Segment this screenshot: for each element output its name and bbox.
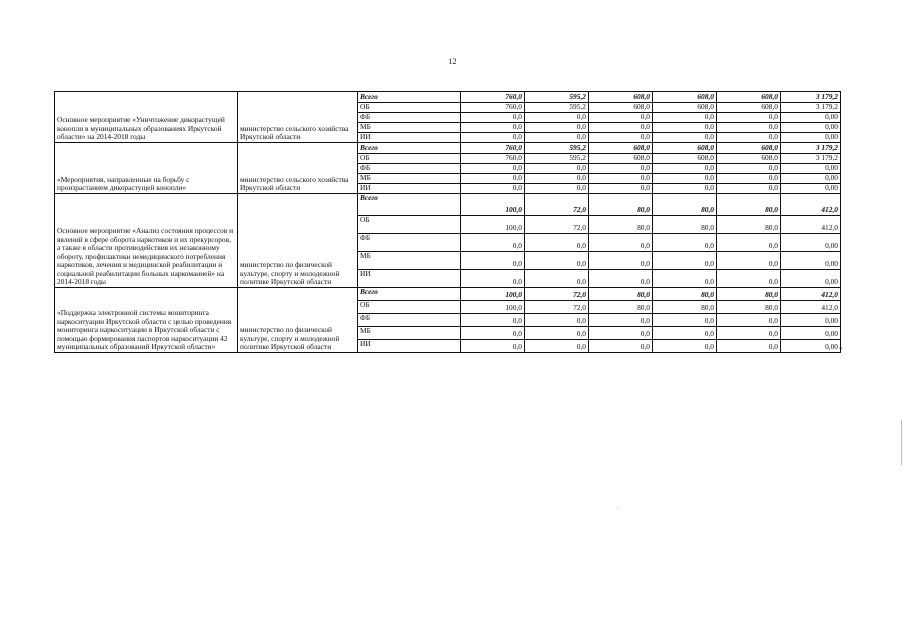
amount-cell: 608,0 xyxy=(589,103,653,113)
amount-cell: 72,0 xyxy=(525,301,589,314)
amount-cell: 80,0 xyxy=(653,216,717,234)
amount-cell: 595,2 xyxy=(525,143,589,154)
funding-source-cell: ИИ xyxy=(358,184,461,194)
amount-cell: 80,0 xyxy=(589,301,653,314)
amount-cell: 100,0 xyxy=(461,288,525,301)
amount-cell: 0,0 xyxy=(653,113,717,123)
amount-cell: 0,00 xyxy=(781,174,841,184)
amount-cell: 0,00 xyxy=(781,164,841,174)
amount-cell: 595,2 xyxy=(525,103,589,113)
amount-cell: 0,00 xyxy=(781,133,841,143)
funding-source-cell: ФБ xyxy=(358,113,461,123)
funding-source-cell: ОБ xyxy=(358,103,461,113)
amount-cell: 0,0 xyxy=(589,184,653,194)
amount-cell: 412,0 xyxy=(781,288,841,301)
amount-cell: 0,0 xyxy=(525,133,589,143)
amount-cell: 608,0 xyxy=(589,143,653,154)
funding-source-cell: ФБ xyxy=(358,234,461,252)
amount-cell: 0,0 xyxy=(525,234,589,252)
amount-cell: 760,0 xyxy=(461,103,525,113)
amount-cell: 0,0 xyxy=(461,327,525,340)
funding-source-cell: Всего xyxy=(358,143,461,154)
funding-source-cell: ОБ xyxy=(358,301,461,314)
funding-source-cell: Всего xyxy=(358,288,461,301)
amount-cell: 0,0 xyxy=(461,174,525,184)
amount-cell: 608,0 xyxy=(653,143,717,154)
amount-cell: 80,0 xyxy=(653,288,717,301)
amount-cell: 0,0 xyxy=(653,252,717,270)
event-name-cell: Основное мероприятие «Уничтожение дикорастущей конопли в муниципальных образованиях Иркутской области» на 2014-2018 годы xyxy=(55,92,238,143)
amount-cell: 0,00 xyxy=(781,113,841,123)
amount-cell: 0,0 xyxy=(717,270,781,288)
amount-cell: 100,0 xyxy=(461,216,525,234)
amount-cell: 608,0 xyxy=(589,92,653,103)
amount-cell: 0,0 xyxy=(653,174,717,184)
funding-source-cell: ОБ xyxy=(358,216,461,234)
amount-cell: 0,0 xyxy=(589,327,653,340)
amount-cell: 0,0 xyxy=(461,340,525,353)
amount-cell: 0,0 xyxy=(589,123,653,133)
amount-cell: 0,0 xyxy=(525,184,589,194)
amount-cell: 0,0 xyxy=(461,234,525,252)
amount-cell: 3 179,2 xyxy=(781,143,841,154)
event-name-cell: «Поддержка электронной системы мониторинга наркоситуации Иркутской области с целью проведения мониторинга наркоситуации в Иркутской области с помощью формирования паспортов наркоситуации 42 муниципальных образований Иркутской области» xyxy=(55,288,238,353)
amount-cell: 0,0 xyxy=(525,164,589,174)
amount-cell: 0,00 xyxy=(781,270,841,288)
amount-cell: 0,00 xyxy=(781,327,841,340)
amount-cell: 80,0 xyxy=(717,288,781,301)
amount-cell: 72,0 xyxy=(525,288,589,301)
amount-cell: 608,0 xyxy=(653,103,717,113)
amount-cell: 0,0 xyxy=(525,270,589,288)
table-row xyxy=(55,194,841,216)
amount-cell: 0,00 xyxy=(781,340,841,353)
amount-cell: 0,0 xyxy=(461,133,525,143)
amount-cell: 0,0 xyxy=(653,133,717,143)
amount-cell: 0,0 xyxy=(717,123,781,133)
amount-cell: 0,0 xyxy=(653,327,717,340)
amount-cell: 0,0 xyxy=(461,113,525,123)
amount-cell: 0,00 xyxy=(781,252,841,270)
amount-cell: 595,2 xyxy=(525,92,589,103)
funding-source-cell: ИИ xyxy=(358,340,461,353)
executor-cell: министерство сельского хозяйства Иркутской области xyxy=(238,143,358,194)
funding-source-cell: ФБ xyxy=(358,164,461,174)
amount-cell: 0,0 xyxy=(589,270,653,288)
amount-cell: 0,0 xyxy=(589,234,653,252)
funding-source-cell: ИИ xyxy=(358,133,461,143)
executor-cell: министерство сельского хозяйства Иркутской области xyxy=(238,92,358,143)
amount-cell: 0,0 xyxy=(525,252,589,270)
amount-cell: 0,0 xyxy=(461,123,525,133)
amount-cell: 608,0 xyxy=(717,92,781,103)
amount-cell: 608,0 xyxy=(717,154,781,164)
amount-cell: 608,0 xyxy=(589,154,653,164)
executor-cell: министерство по физической культуре, спорту и молодежной политике Иркутской области xyxy=(238,194,358,288)
amount-cell: 3 179,2 xyxy=(781,154,841,164)
scan-speck xyxy=(617,507,618,508)
amount-cell: 0,0 xyxy=(461,164,525,174)
amount-cell: 0,0 xyxy=(461,270,525,288)
amount-cell: 0,0 xyxy=(653,340,717,353)
table-row xyxy=(55,143,841,154)
funding-source-cell: МБ xyxy=(358,327,461,340)
amount-cell: 0,0 xyxy=(653,234,717,252)
amount-cell: 0,0 xyxy=(653,270,717,288)
scan-edge-mark xyxy=(901,420,902,465)
amount-cell: 0,0 xyxy=(653,164,717,174)
amount-cell: 0,0 xyxy=(653,314,717,327)
amount-cell: 608,0 xyxy=(717,143,781,154)
amount-cell: 0,00 xyxy=(781,184,841,194)
amount-cell: 0,0 xyxy=(653,123,717,133)
amount-cell: 0,00 xyxy=(781,234,841,252)
amount-cell: 80,0 xyxy=(717,216,781,234)
amount-cell: 80,0 xyxy=(717,194,781,216)
amount-cell: 0,0 xyxy=(717,327,781,340)
table-row xyxy=(55,92,841,103)
amount-cell: 80,0 xyxy=(589,194,653,216)
budget-table xyxy=(54,91,841,353)
amount-cell: 412,0 xyxy=(781,194,841,216)
amount-cell: 0,0 xyxy=(589,174,653,184)
amount-cell: 3 179,2 xyxy=(781,103,841,113)
event-name-cell: «Мероприятия, направленные на борьбу с произрастанием дикорастущей конопли» xyxy=(55,143,238,194)
amount-cell: 0,0 xyxy=(717,252,781,270)
amount-cell: 0,0 xyxy=(717,164,781,174)
amount-cell: 72,0 xyxy=(525,216,589,234)
amount-cell: 0,0 xyxy=(589,164,653,174)
amount-cell: 0,0 xyxy=(461,252,525,270)
amount-cell: 760,0 xyxy=(461,143,525,154)
funding-source-cell: МБ xyxy=(358,123,461,133)
amount-cell: 0,0 xyxy=(525,314,589,327)
amount-cell: 80,0 xyxy=(589,288,653,301)
amount-cell: 0,0 xyxy=(717,314,781,327)
amount-cell: 100,0 xyxy=(461,301,525,314)
funding-source-cell: ОБ xyxy=(358,154,461,164)
amount-cell: 608,0 xyxy=(653,154,717,164)
page-number: 12 xyxy=(448,57,457,66)
amount-cell: 0,0 xyxy=(525,340,589,353)
amount-cell: 0,0 xyxy=(653,184,717,194)
amount-cell: 80,0 xyxy=(653,301,717,314)
amount-cell: 0,0 xyxy=(717,184,781,194)
amount-cell: 595,2 xyxy=(525,154,589,164)
amount-cell: 72,0 xyxy=(525,194,589,216)
funding-source-cell: МБ xyxy=(358,174,461,184)
budget-table-body xyxy=(55,92,841,353)
amount-cell: 80,0 xyxy=(653,194,717,216)
funding-source-cell: МБ xyxy=(358,252,461,270)
amount-cell: 0,0 xyxy=(717,174,781,184)
amount-cell: 80,0 xyxy=(717,301,781,314)
amount-cell: 0,0 xyxy=(461,184,525,194)
amount-cell: 0,0 xyxy=(525,113,589,123)
amount-cell: 0,0 xyxy=(589,314,653,327)
executor-cell: министерство по физической культуре, спорту и молодежной политике Иркутской области xyxy=(238,288,358,353)
amount-cell: 0,00 xyxy=(781,123,841,133)
amount-cell: 0,0 xyxy=(589,113,653,123)
amount-cell: 412,0 xyxy=(781,216,841,234)
amount-cell: 0,0 xyxy=(717,340,781,353)
amount-cell: 0,0 xyxy=(589,252,653,270)
amount-cell: 0,0 xyxy=(717,234,781,252)
amount-cell: 608,0 xyxy=(653,92,717,103)
amount-cell: 0,00 xyxy=(781,314,841,327)
amount-cell: 3 179,2 xyxy=(781,92,841,103)
event-name-cell: Основное мероприятие «Анализ состояния процессов и явлений в сфере оборота наркотиков и их прекурсоров, а также в области противодействия их незаконному обороту, профилактики немедицинского потребления наркотиков, лечения и медицинской реабилитации и социальной реабилитации больных наркоманией» на 2014-2018 годы xyxy=(55,194,238,288)
amount-cell: 0,0 xyxy=(461,314,525,327)
amount-cell: 0,0 xyxy=(717,133,781,143)
funding-source-cell: Всего xyxy=(358,92,461,103)
amount-cell: 0,0 xyxy=(525,174,589,184)
table-row xyxy=(55,288,841,301)
amount-cell: 760,0 xyxy=(461,154,525,164)
amount-cell: 0,0 xyxy=(717,113,781,123)
amount-cell: 608,0 xyxy=(717,103,781,113)
trailing-mark: * xyxy=(839,346,843,354)
amount-cell: 100,0 xyxy=(461,194,525,216)
amount-cell: 0,0 xyxy=(589,133,653,143)
amount-cell: 0,0 xyxy=(589,340,653,353)
funding-source-cell: Всего xyxy=(358,194,461,216)
amount-cell: 412,0 xyxy=(781,301,841,314)
amount-cell: 760,0 xyxy=(461,92,525,103)
funding-source-cell: ИИ xyxy=(358,270,461,288)
amount-cell: 0,0 xyxy=(525,123,589,133)
amount-cell: 0,0 xyxy=(525,327,589,340)
funding-source-cell: ФБ xyxy=(358,314,461,327)
amount-cell: 80,0 xyxy=(589,216,653,234)
